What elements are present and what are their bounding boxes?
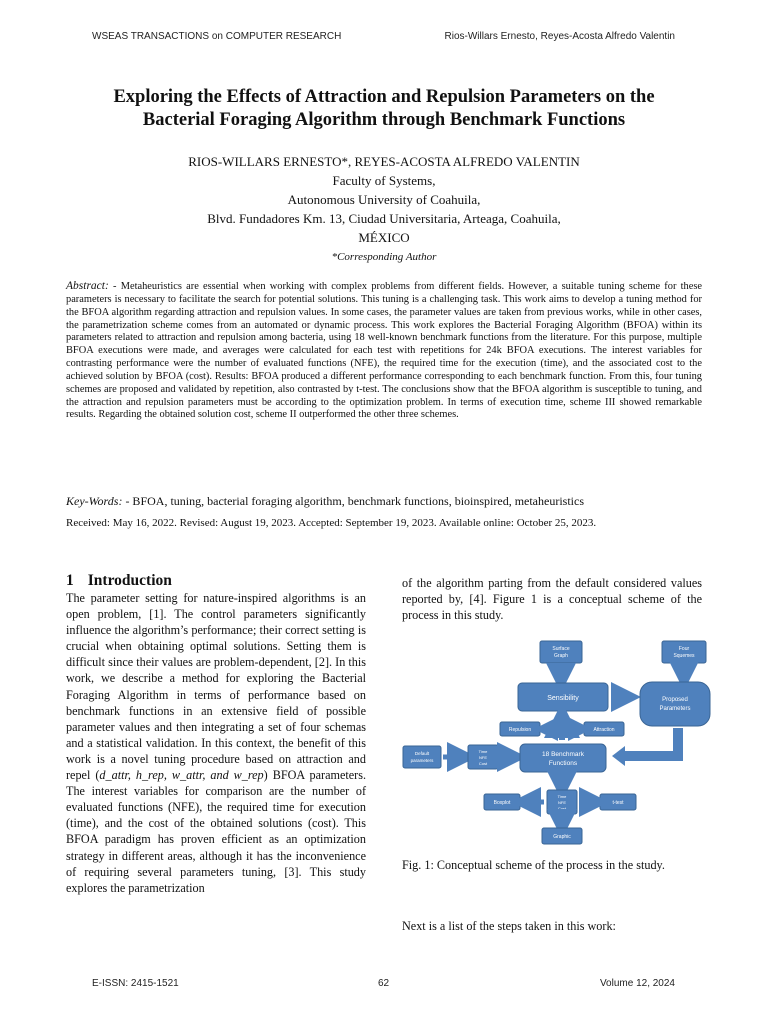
author-names: RIOS-WILLARS ERNESTO*, REYES-ACOSTA ALFREDO VALENTIN (188, 154, 580, 169)
surface-graph-box (540, 641, 582, 663)
time-nfe-cost-label: Time (478, 749, 488, 754)
keywords-label: Key-Words: (66, 494, 123, 508)
footer-issn: E-ISSN: 2415-1521 (92, 978, 179, 989)
footer-volume: Volume 12, 2024 (599, 978, 675, 989)
surface-graph-label: Graph (554, 653, 568, 659)
conceptual-scheme-figure (400, 638, 716, 848)
keywords (66, 494, 706, 509)
running-head-journal: WSEAS TRANSACTIONS on COMPUTER RESEARCH (92, 31, 342, 42)
intro-continuation: of the algorithm parting from the default considered values reported by, [4]. Figure 1 is a conceptual scheme of the process in this study. (402, 576, 702, 623)
intro-paragraph (66, 590, 366, 896)
abstract-text: - Metaheuristics are essential when working with complex problems from different fields. However, a suitable tuning scheme for these parameters is necessary to facilitate the search for potential solutions. This tuning is a challenging task. This work aims to develop a tuning method for the BFOA algorithm regarding attraction and repulsion values. In some cases, the parameter values are taken from previous works, while in other cases, the parametrization scheme comes from an automated or dynamic process. This work explores the Bacterial Foraging Algorithm (BFOA) within its parameters related to attraction and repulsion among bacteria, using 18 well-known benchmark functions from the literature. For this purpose, multiple BFOA executions were made, and averages were calculated for each test with repetitions for 24k BFOA executions. The interest variables for contrasting performance were the number of evaluated functions (NFE), the required time for the execution (time), and the associated cost to the achieved solution by BFOA (cost). Results: BFOA produced a different performance corresponding to each benchmark function. From this, four tuning schemes are proposed and validated by repetition, also contrasted by t-test. The conclusions show that the BFOA algorithm is susceptible to tuning, and the attraction and repulsion parameters must be according to the optimization problem. In terms of execution time, scheme III showed remarkable results. Regarding the obtained solution cost, scheme II outperformed the other three schemes. (66, 281, 702, 421)
title-line: Bacterial Foraging Algorithm through Benchmark Functions (142, 110, 626, 130)
benchmark-functions-label: 18 Benchmark (542, 751, 584, 758)
keywords-text: - BFOA, tuning, bacterial foraging algorithm, benchmark functions, bioinspired, metaheuristics (125, 494, 584, 508)
next-list-intro: Next is a list of the steps taken in this work: (402, 919, 616, 933)
default-parameters-label: parameters (410, 758, 434, 763)
proposed-parameters-label: Proposed (662, 697, 688, 703)
affiliation-line: MÉXICO (358, 230, 410, 245)
benchmark-functions-box (520, 744, 606, 772)
t-test-label: t-test (612, 800, 624, 806)
four-squemes-box (662, 641, 706, 663)
running-head-authors: Rios-Willars Ernesto, Reyes-Acosta Alfredo Valentin (444, 31, 675, 42)
intro-parameter-names: d_attr, h_rep, w_attr, and w_rep (99, 768, 264, 783)
attraction-label: Attraction (593, 727, 615, 733)
default-parameters-label: Default (414, 751, 430, 756)
bent-arrow (625, 728, 678, 756)
footer-page-number: 62 (378, 978, 390, 989)
bent-arrow-head (612, 746, 625, 766)
time-nfe-cost-label: NFE (479, 755, 487, 760)
author-block (60, 152, 708, 247)
default-parameters-box (403, 746, 441, 768)
repulsion-label: Repulsion (508, 727, 532, 733)
boxplot-label: Boxplot (493, 800, 511, 806)
four-squemes-label: Squemes (673, 653, 695, 659)
time-nfe-cost-label: Cost (478, 761, 488, 766)
graphic-label: Graphic (553, 834, 571, 840)
abstract-label: Abstract: (66, 280, 109, 292)
paper-title (60, 86, 708, 132)
four-squemes-label: Four (678, 646, 690, 652)
affiliation-line: Faculty of Systems, (332, 173, 436, 188)
abstract (66, 280, 702, 422)
figure-caption: Fig. 1: Conceptual scheme of the process in the study. (402, 858, 665, 872)
corresponding-author-note: *Corresponding Author (331, 251, 437, 263)
section-title: Introduction (87, 572, 172, 589)
proposed-parameters-label: Parameters (659, 706, 691, 712)
received-dates: Received: May 16, 2022. Revised: August 19, 2023. Accepted: September 19, 2023. Available online: October 25, 2023. (66, 517, 597, 529)
time-nfe-cost-label: Cost (557, 806, 567, 811)
benchmark-functions-label: Functions (548, 760, 578, 767)
proposed-parameters-box (640, 682, 710, 726)
affiliation-line: Autonomous University of Coahuila, (287, 192, 481, 207)
title-line: Exploring the Effects of Attraction and Repulsion Parameters on the (113, 87, 655, 107)
sensibility-label: Sensibility (547, 695, 579, 702)
time-nfe-cost-label: Time (557, 794, 567, 799)
surface-graph-label: Surface (552, 646, 570, 652)
intro-text-b: ) BFOA parameters. The interest variables for comparison are the number of evaluated functions (NFE), the required time for execution (time), and the cost of the obtained solutions (cost). This BFOA paradigm has proven efficient as an optimization strategy in different areas, although it has the inconvenience of requiring several parameters tuning, [3]. This study explores the parametrization (66, 768, 367, 895)
section-number: 1 (66, 572, 74, 589)
affiliation-line: Blvd. Fundadores Km. 13, Ciudad Universitaria, Arteaga, Coahuila, (207, 211, 561, 226)
time-nfe-cost-label: NFE (558, 800, 566, 805)
section-heading (66, 572, 172, 590)
intro-text-a: The parameter setting for nature-inspired algorithms is an open problem, [1]. The control parameters significantly influence the algorithm’s performance; their correct setting is crucial when obtaining optimal solutions. Setting them is difficult since their values are problem-dependent, [2]. In this work, we describe a method for exploring the Bacterial Foraging Algorithm in terms of performance based on benchmark functions in an extensive field of possible parameter values and then integrating a set of four schemas and a statistical validation. In this context, the benefit of this work is a novel tuning procedure based on attraction and repel ( (66, 591, 366, 783)
